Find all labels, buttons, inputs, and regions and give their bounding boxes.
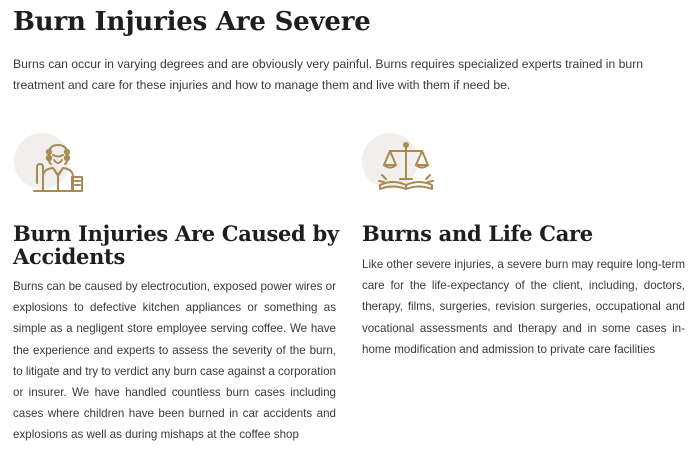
lawyer-icon-container	[14, 133, 94, 197]
column-title-accidents: Burn Injuries Are Caused by Accidents	[13, 221, 339, 269]
intro-paragraph: Burns can occur in varying degrees and are obviously very painful. Burns requires specialized experts trained in burn treatment and care for these injuries and how to manage them and live with them if need be.	[13, 57, 644, 92]
column-title-life-care: Burns and Life Care	[362, 221, 593, 246]
page-title: Burn Injuries Are Severe	[13, 7, 371, 37]
scales-icon-container	[362, 133, 442, 197]
lawyer-icon	[28, 141, 88, 193]
column-text-life-care: Like other severe injuries, a severe burn may require long-term care for the life-expectancy of the client, including, doctors, therapy, films, surgeries, revision surgeries, occupational and vocational assessments and therapy and in some cases in-home modification and admission to private care facilities	[362, 258, 685, 356]
scales-of-justice-icon	[376, 141, 436, 193]
column-text-accidents: Burns can be caused by electrocution, exposed power wires or explosions to defective kitchen appliances or something as simple as a negligent store employee serving coffee. We have the experience and experts to assess the severity of the burn, to litigate and try to verdict any burn case against a corporation or insurer. We have handled countless burn cases including cases where children have been burned in car accidents and explosions as well as during mishaps at the coffee shop	[13, 280, 336, 442]
